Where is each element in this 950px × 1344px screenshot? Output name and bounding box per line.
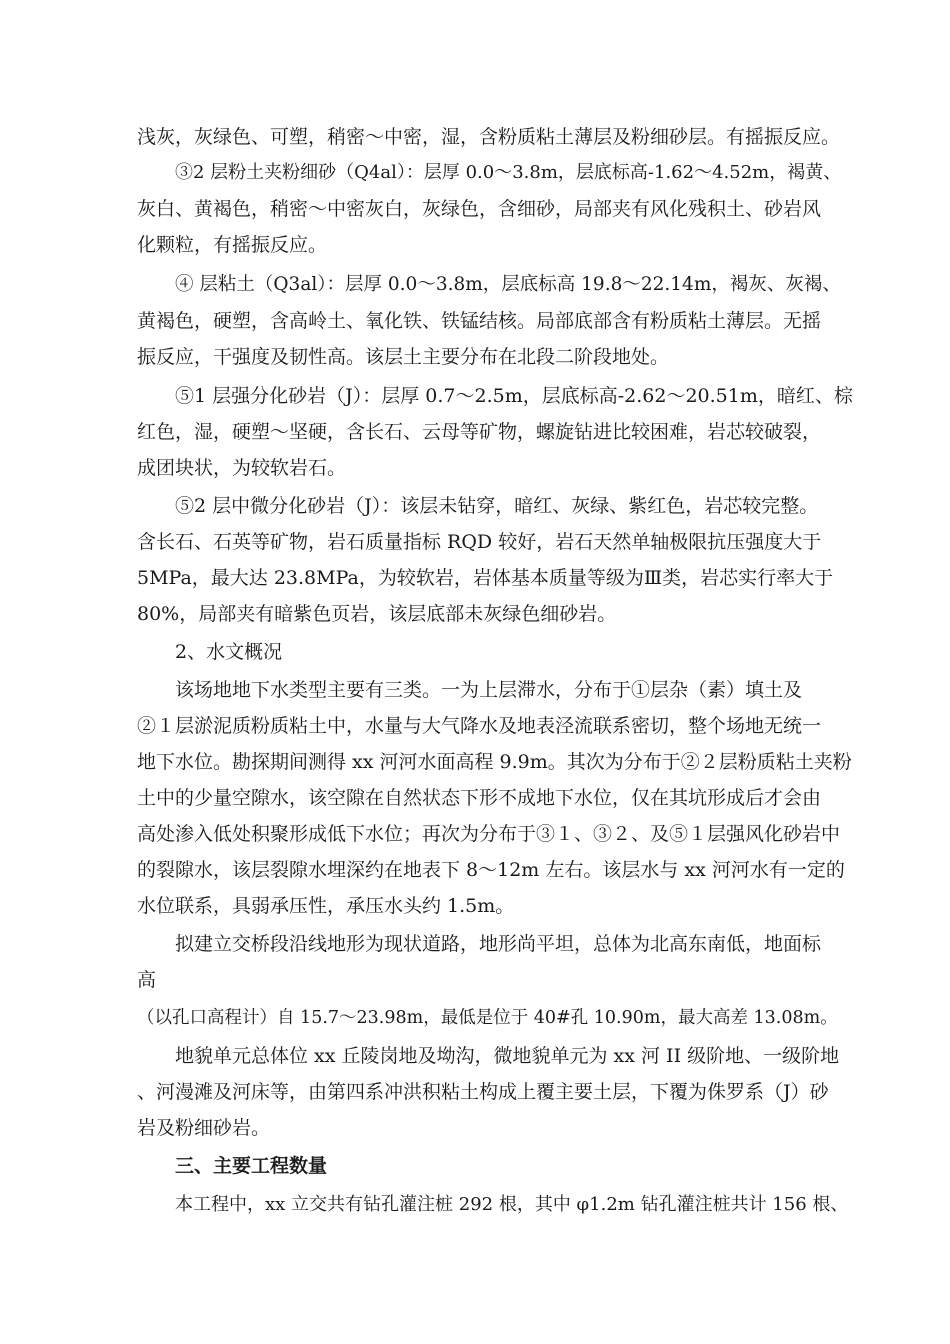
text-line: 水位联系，具弱承压性，承压水头约 1.5m。	[137, 895, 515, 917]
text-line: 本工程中，xx 立交共有钻孔灌注桩 292 根，其中 φ1.2m 钻孔灌注桩共计 156 根、	[175, 1194, 849, 1215]
text-line: ②１层淤泥质粉质粘土中，水量与大气降水及地表泾流联系密切，整个场地无统一	[137, 715, 822, 737]
text-line: 高	[137, 969, 157, 991]
text-line: 化颗粒，有摇振反应。	[137, 234, 328, 256]
text-line: 高处渗入低处积聚形成低下水位；再次为分布于③１、③２、及⑤１层强风化砂岩中	[137, 823, 841, 845]
text-line: 土中的少量空隙水，该空隙在自然状态下形不成地下水位，仅在其坑形成后才会由	[137, 787, 822, 809]
text-line: （以孔口高程计）自 15.7～23.98m，最低是位于 40#孔 10.90m，最大高差 13.08m。	[137, 1008, 838, 1028]
text-line: 该场地地下水类型主要有三类。一为上层滞水，分布于①层杂（素）填土及	[175, 679, 803, 701]
text-line: 黄褐色，硬塑，含高岭土、氧化铁、铁锰结核。局部底部含有粉质粘土薄层。无摇	[137, 310, 822, 332]
text-line: 灰白、黄褐色，稍密～中密灰白，灰绿色，含细砂，局部夹有风化残积土、砂岩风	[137, 198, 822, 220]
text-line: ⑤2 层中微分化砂岩（J）：该层未钻穿，暗红、灰绿、紫红色，岩芯较完整。	[175, 495, 819, 517]
text-line: 的裂隙水，该层裂隙水埋深约在地表下 8～12m 左右。该层水与 xx 河河水有一定的	[137, 859, 845, 881]
text-line: 拟建立交桥段沿线地形为现状道路，地形尚平坦，总体为北高东南低，地面标	[175, 933, 822, 955]
text-line: 含长石、石英等矿物，岩石质量指标 RQD 较好，岩石天然单轴极限抗压强度大于	[137, 531, 822, 553]
text-line: 、河漫滩及河床等，由第四系冲洪积粘土构成上覆主要土层，下覆为侏罗系（J）砂	[137, 1081, 829, 1103]
text-line: ⑤1 层强分化砂岩（J）：层厚 0.7～2.5m，层底标高-2.62～20.51m，暗红、棕	[175, 385, 853, 407]
text-line: 5MPa，最大达 23.8MPa，为较软岩，岩体基本质量等级为Ⅲ类，岩芯实行率大于	[137, 567, 834, 589]
text-line: 地下水位。勘探期间测得 xx 河河水面高程 9.9m。其次为分布于②２层粉质粘土夹粉	[137, 751, 852, 773]
text-line: 成团块状，为较软岩石。	[137, 457, 347, 479]
section-heading: 三、主要工程数量	[175, 1155, 328, 1177]
text-line: ④ 层粘土（Q3al）：层厚 0.0～3.8m，层底标高 19.8～22.14m，褐灰、灰褐、	[175, 274, 841, 295]
section-subheading: 2、水文概况	[175, 641, 283, 663]
text-line: 岩及粉细砂岩。	[137, 1117, 271, 1139]
text-line: 地貌单元总体位 xx 丘陵岗地及坳沟，微地貌单元为 xx 河 II 级阶地、一级阶地	[175, 1045, 840, 1067]
text-line: 振反应，干强度及韧性高。该层土主要分布在北段二阶段地处。	[137, 346, 670, 368]
text-line: ③2 层粉土夹粉细砂（Q4al）：层厚 0.0～3.8m，层底标高-1.62～4.52m，褐黄、	[175, 162, 842, 183]
text-line: 浅灰，灰绿色、可塑，稍密～中密，湿，含粉质粘土薄层及粉细砂层。有摇振反应。	[137, 126, 841, 148]
text-line: 红色，湿，硬塑～坚硬，含长石、云母等矿物，螺旋钻进比较困难，岩芯较破裂，	[137, 421, 822, 443]
text-line: 80%，局部夹有暗紫色页岩，该层底部未灰绿色细砂岩。	[137, 603, 617, 625]
